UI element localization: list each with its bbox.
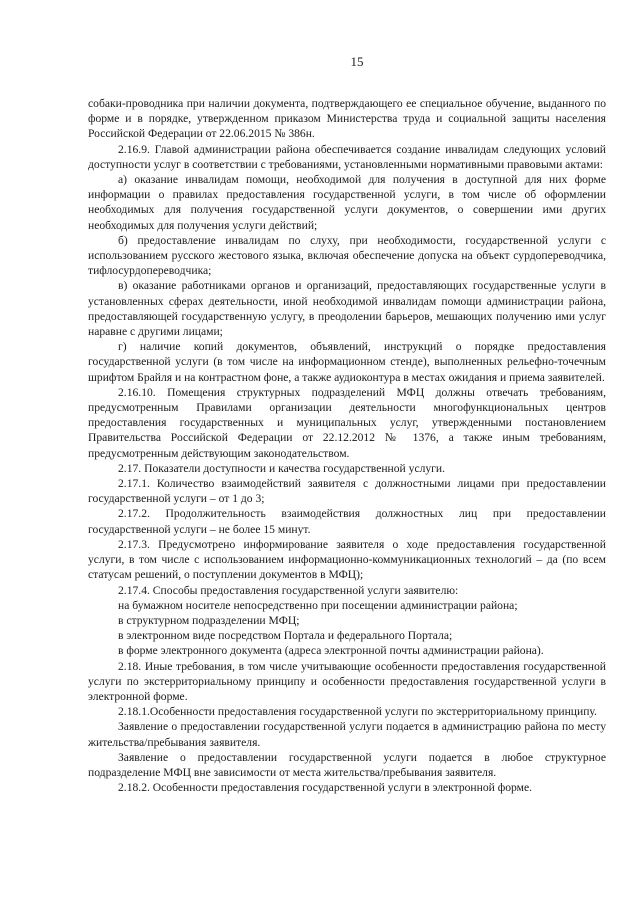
list-item-g: г) наличие копий документов, объявлений, инструкций о порядке предоставления государственной услуги (в том числе на информационном стенде), выполненных рельефно-точечным шрифтом Брайля и на контрастном фоне, а также аудиоконтура в местах ожидания и приема заявителей. bbox=[88, 340, 606, 384]
list-item-a: а) оказание инвалидам помощи, необходимой для получения в доступной для них форме информации о правилах предоставления государственной услуги, в том числе об оформлении необходимых для получения государственной услуги документов, о совершении ими других необходимых для получения услуги действий; bbox=[88, 173, 606, 232]
list-item-b: б) предоставление инвалидам по слуху, при необходимости, государственной услуги с использованием русского жестового языка, включая обеспечение допуска на объект сурдопереводчика, тифлосурдопереводчика; bbox=[88, 233, 606, 278]
paragraph-application-mfc: Заявление о предоставлении государственной услуги подается в любое структурное подразделение МФЦ вне зависимости от места жительства/пребывания заявителя. bbox=[88, 750, 606, 779]
paragraph-2-17-3: 2.17.3. Предусмотрено информирование заявителя о ходе предоставления государственной услуги, в том числе с использованием информационно-коммуникационных технологий – да (по всем статусам решений, о поступлении документов в МФЦ); bbox=[88, 537, 606, 582]
page-number: 15 bbox=[350, 54, 364, 69]
paragraph-2-17: 2.17. Показатели доступности и качества государственной услуги. bbox=[118, 461, 446, 475]
method-item-portal: в электронном виде посредством Портала и федерального Портала; bbox=[118, 629, 453, 643]
paragraph-2-17-1: 2.17.1. Количество взаимодействий заявителя с должностными лицами при предоставлении государственной услуги – от 1 до 3; bbox=[88, 477, 606, 506]
paragraph-2-17-2: 2.17.2. Продолжительность взаимодействия должностных лиц при предоставлении государственной услуги – не более 15 минут. bbox=[88, 507, 606, 536]
paragraph-2-17-4: 2.17.4. Способы предоставления государственной услуги заявителю: bbox=[118, 583, 459, 597]
paragraph-continuation: собаки-проводника при наличии документа, подтверждающего ее специальное обучение, выданного по форме и в порядке, утвержденном приказом Министерства труда и социальной защиты населения Российской Федерации от 22.06.2015 № 386н. bbox=[88, 97, 606, 141]
paragraph-2-18-2: 2.18.2. Особенности предоставления государственной услуги в электронной форме. bbox=[118, 781, 533, 795]
list-item-v: в) оказание работниками органов и организаций, предоставляющих государственные услуги в установленных сферах деятельности, иной необходимой инвалидам помощи администрации района, предоставляющей государственную услугу, в преодолении барьеров, мешающих получению ими услуг наравне с другими лицами; bbox=[88, 279, 606, 339]
method-item-email: в форме электронного документа (адреса электронной почты администрации района). bbox=[118, 644, 544, 658]
paragraph-2-18-1: 2.18.1.Особенности предоставления государственной услуги по экстерриториальному принципу. bbox=[118, 705, 597, 719]
paragraph-application-district: Заявление о предоставлении государственной услуги подается в администрацию района по месту жительства/пребывания заявителя. bbox=[88, 720, 606, 749]
document-body bbox=[88, 96, 606, 795]
paragraph-2-16-10: 2.16.10. Помещения структурных подразделений МФЦ должны отвечать требованиям, предусмотренным Правилами организации деятельности многофункциональных центров предоставления государственных и муниципальных услуг, утвержденными постановлением Правительства Российской Федерации от 22.12.2012 № 1376, а также иным требованиям, предусмотренным действующим законодательством. bbox=[88, 385, 606, 460]
method-item-paper: на бумажном носителе непосредственно при посещении администрации района; bbox=[118, 598, 518, 612]
paragraph-2-16-9: 2.16.9. Главой администрации района обеспечивается создание инвалидам следующих условий доступности услуг в соответствии с требованиями, установленными нормативными правовыми актами: bbox=[88, 142, 606, 171]
method-item-mfc: в структурном подразделении МФЦ; bbox=[118, 613, 300, 627]
paragraph-2-18: 2.18. Иные требования, в том числе учитывающие особенности предоставления государственной услуги по экстерриториальному принципу и особенности предоставления государственной услуги в электронной форме. bbox=[88, 659, 606, 703]
